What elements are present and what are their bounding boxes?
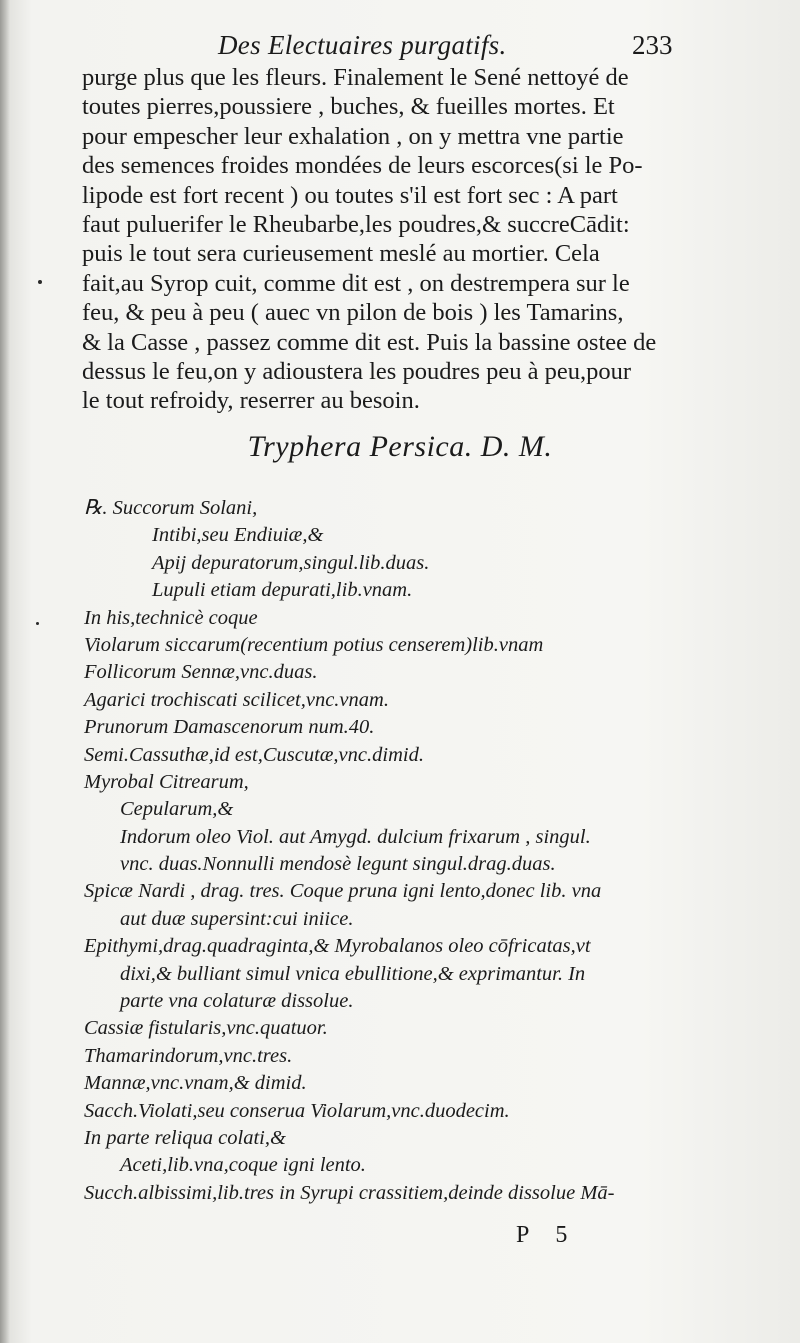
recipe-line: In his,technicè coque [84,606,258,629]
body-line: toutes pierres,poussiere , buches, & fueilles mortes. Et [82,93,615,121]
body-line: le tout refroidy, reserrer au besoin. [82,387,420,415]
signature-mark: P5 [516,1222,594,1248]
recipe-line: Aceti,lib.vna,coque igni lento. [120,1154,366,1177]
recipe-line: Mannæ,vnc.vnam,& dimid. [84,1072,307,1095]
recipe-line: Myrobal Citrearum, [84,770,249,793]
ink-speck [36,622,39,625]
recipe-line: Cassiæ fistularis,vnc.quatuor. [84,1017,328,1040]
body-line: puis le tout sera curieusement meslé au mortier. Cela [82,240,600,268]
recipe-line: Semi.Cassuthæ,id est,Cuscutæ,vnc.dimid. [84,743,424,766]
ink-speck [38,280,42,284]
body-line: des semences froides mondées de leurs escorces(si le Po- [82,152,643,180]
recipe-list [84,495,694,1207]
body-line: lipode est fort recent ) ou toutes s'il est fort sec : A part [82,181,618,209]
recipe-line: Spicæ Nardi , drag. tres. Coque pruna igni lento,donec lib. vna [84,880,602,903]
recipe-line: Apij depuratorum,singul.lib.duas. [152,551,430,574]
recipe-line: Cepularum,& [120,798,234,821]
recipe-line: Sacch.Violati,seu conserua Violarum,vnc.duodecim. [84,1099,510,1122]
recipe-line: Follicorum Sennæ,vnc.duas. [84,661,318,684]
recipe-line: Succh.albissimi,lib.tres in Syrupi crassitiem,deinde dissolue Mā- [84,1181,615,1204]
recipe-line: parte vna colaturæ dissolue. [120,990,354,1013]
recipe-line: Thamarindorum,vnc.tres. [84,1044,293,1067]
recipe-line: ℞. Succorum Solani, [84,497,258,519]
page-number: 233 [632,30,673,60]
recipe-line: vnc. duas.Nonnulli mendosè legunt singul.drag.duas. [120,853,556,876]
recipe-line: Epithymi,drag.quadraginta,& Myrobalanos oleo cōfricatas,vt [84,935,591,958]
recipe-line: Lupuli etiam depurati,lib.vnam. [152,579,413,602]
body-line: pour empescher leur exhalation , on y mettra vne partie [82,122,624,150]
recipe-line: Intibi,seu Endiuiæ,& [152,524,324,547]
recipe-line: In parte reliqua colati,& [84,1126,286,1149]
page-footer [0,1222,800,1262]
body-line: purge plus que les fleurs. Finalement le Sené nettoyé de [82,64,629,91]
running-title: Des Electuaires purgatifs. [218,30,507,60]
page-header [0,28,800,68]
section-title: Tryphera Persica. D. M. [247,430,553,463]
recipe-line: Agarici trochiscati scilicet,vnc.vnam. [84,688,389,711]
body-line: & la Casse , passez comme dit est. Puis la bassine ostee de [82,328,657,356]
body-paragraph [82,63,687,416]
body-line: feu, & peu à peu ( auec vn pilon de bois ) les Tamarins, [82,299,624,327]
recipe-line: Violarum siccarum(recentium potius censerem)lib.vnam [84,633,544,656]
body-line: fait,au Syrop cuit, comme dit est , on destrempera sur le [82,269,630,297]
page-gutter-shadow [0,0,10,1343]
body-line: faut puluerifer le Rheubarbe,les poudres,& succreCādit: [82,210,630,238]
recipe-line: dixi,& bulliant simul vnica ebullitione,& exprimantur. In [120,962,586,985]
recipe-line: Indorum oleo Viol. aut Amygd. dulcium frixarum , singul. [120,825,591,848]
body-line: dessus le feu,on y adioustera les poudres peu à peu,pour [82,357,632,385]
recipe-line: aut duæ supersint:cui iniice. [120,907,354,930]
recipe-line: Prunorum Damascenorum num.40. [84,716,375,739]
